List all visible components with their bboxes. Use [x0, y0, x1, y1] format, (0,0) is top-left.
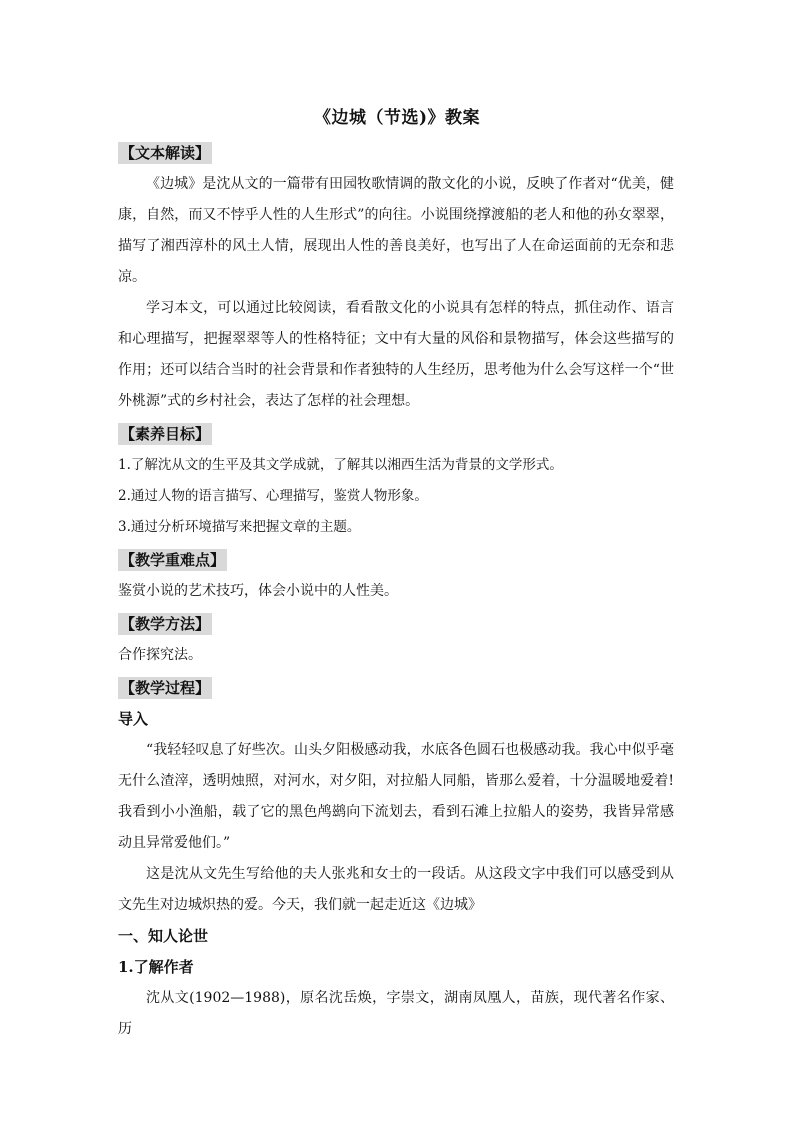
section-heading-goals: 【素养目标】: [120, 425, 211, 443]
method-text: 合作探究法。: [118, 647, 202, 663]
key-points-text: 鉴赏小说的艺术技巧，体会小说中的人性美。: [118, 583, 398, 599]
part-1-subheading-author: 1.了解作者: [118, 958, 194, 976]
section-goals: [118, 421, 674, 543]
section-text-reading: [118, 140, 674, 417]
intro-label: 导入: [118, 710, 149, 728]
intro-quote: “我轻轻叹息了好些次。山头夕阳极感动我，水底各色圆石也极感动我。我心中似乎毫无什么渣滓，透明烛照，对河水，对夕阳，对拉船人同船，皆那么爱着，十分温暖地爱着!我看到小小渔船，载了它的黑色鸬鹚向下流划去，看到石滩上拉船人的姿势，我皆异常感动且异常爱他们。”: [118, 742, 674, 851]
intro-after-quote: 这是沈从文先生写给他的夫人张兆和女士的一段话。从这段文字中我们可以感受到从文先生对边城炽热的爱。今天，我们就一起走近这《边城》: [118, 866, 674, 913]
goal-item: 2.通过人物的语言描写、心理描写，鉴赏人物形象。: [118, 488, 428, 504]
section-method: [118, 611, 674, 671]
section-process: [118, 675, 674, 1045]
goal-item: 3.通过分析环境描写来把握文章的主题。: [118, 519, 361, 535]
reading-paragraph-1: 《边城》是沈从文的一篇带有田园牧歌情调的散文化的小说，反映了作者对“优美，健康，自然，而又不悖乎人性的人生形式”的向往。小说围绕撑渡船的老人和他的孙女翠翠，描写了湘西淳朴的风土人情，展现出人性的善良美好，也写出了人在命运面前的无奈和悲凉。: [118, 176, 674, 285]
document-body: [118, 140, 674, 1045]
part-1-heading: 一、知人论世: [118, 927, 209, 945]
page-title: 《边城（节选)》教案: [313, 108, 481, 128]
reading-paragraph-2: 学习本文，可以通过比较阅读，看看散文化的小说具有怎样的特点，抓住动作、语言和心理描写，把握翠翠等人的性格特征；文中有大量的风俗和景物描写，体会这些描写的作用；还可以结合当时的社会背景和作者独特的人生经历，思考他为什么会写这样一个“世外桃源”式的乡村社会，表达了怎样的社会理想。: [118, 300, 674, 409]
author-intro-text: 沈从文(1902—1988)，原名沈岳焕，字崇文，湖南凤凰人，苗族，现代著名作家、历: [118, 990, 674, 1037]
section-heading-method: 【教学方法】: [120, 615, 211, 633]
section-heading-process: 【教学过程】: [120, 679, 211, 697]
section-heading-key-points: 【教学重难点】: [120, 551, 226, 569]
goal-item: 1.了解沈从文的生平及其文学成就，了解其以湘西生活为背景的文学形式。: [118, 457, 563, 473]
section-key-points: [118, 547, 674, 607]
section-heading-reading: 【文本解读】: [120, 144, 211, 162]
